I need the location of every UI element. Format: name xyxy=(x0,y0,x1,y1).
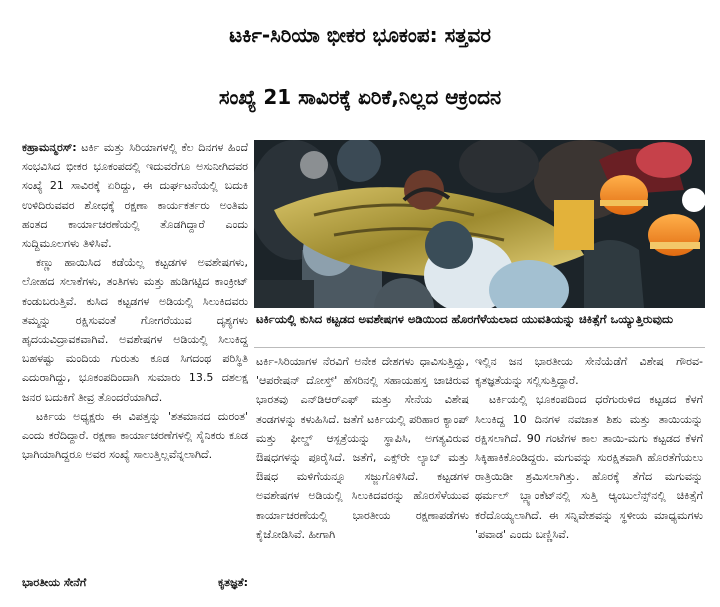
rescue-scene-illustration xyxy=(254,140,705,308)
headline-line-1: ಟರ್ಕಿ-ಸಿರಿಯಾ ಭೀಕರ ಭೂಕಂಪ: ಸತ್ತವರ xyxy=(229,23,491,47)
paragraph-1 xyxy=(22,138,248,253)
column-3-paragraph-2: ಟರ್ಕಿಯಲ್ಲಿ ಭೂಕಂಪದಿಂದ ಧರೆಗುರುಳಿದ ಕಟ್ಟಡದ ಕೆಳಗೆ ಸಿಲುಕಿದ್ದ 10 ದಿನಗಳ ನವಜಾತ ಶಿಶು ಮತ್ತು ತಾಯಿಯನ್ನು ರಕ್ಷಿಸಲಾಗಿದೆ. 90 ಗಂಟೆಗಳ ಕಾಲ ತಾಯಿ-ಮಗು ಕಟ್ಟಡದ ಕೆಳಗೆ ಸಿಕ್ಕಿಹಾಕಿಕೊಂಡಿದ್ದರು. ಮಗುವನ್ನು ಸುರಕ್ಷಿತವಾಗಿ ಹೊರತೆಗೆಯಲು ರಾತ್ರಿಯಿಡೀ ಶ್ರಮಿಸಲಾಗಿತ್ತು. ಹೊರಕ್ಕೆ ತೆಗೆದ ಮಗುವನ್ನು ಥರ್ಮಲ್ ಬ್ಲ್ಯಾಂಕೆಟ್‌ನಲ್ಲಿ ಸುತ್ತಿ ಆ್ಯಂಬುಲೆನ್ಸ್‌ನಲ್ಲಿ ಚಿಕಿತ್ಸೆಗೆ ಕರೆದೊಯ್ಯಲಾಗಿದೆ. ಈ ಸನ್ನಿವೇಶವನ್ನು ಸ್ಥಳೀಯ ಮಾಧ್ಯಮಗಳು 'ಪವಾಡ' ಎಂದು ಬಣ್ಣಿಸಿವೆ. xyxy=(475,393,703,541)
subheading-left: ಭಾರತೀಯ ಸೇನೆಗೆ xyxy=(22,575,87,589)
paragraph-2: ಕಣ್ಣು ಹಾಯಿಸಿದ ಕಡೆಯೆಲ್ಲ ಕಟ್ಟಡಗಳ ಅವಶೇಷಗಳು, ಲೋಹದ ಸಲಾಕೆಗಳು, ತಂತಿಗಳು ಮತ್ತು ಹುಡಿಗಟ್ಟಿದ ಕಾಂಕ್ರೀಟ್ ಕಂಡುಬರುತ್ತಿವೆ. ಕುಸಿದ ಕಟ್ಟಡಗಳ ಅಡಿಯಲ್ಲಿ ಸಿಲುಕಿದವರು ತಮ್ಮನ್ನು ರಕ್ಷಿಸುವಂತೆ ಗೋಗರೆಯುವ ದೃಶ್ಯಗಳು ಹೃದಯವಿದ್ರಾವಕವಾಗಿವೆ. ಅವಶೇಷಗಳ ಅಡಿಯಲ್ಲಿ ಸಿಲುಕಿದ್ದ ಬಹಳಷ್ಟು ಮಂದಿಯ ಗುರುತು ಕೂಡ ಸಿಗದಂಥ ಪರಿಸ್ಥಿತಿ ಎದುರಾಗಿದ್ದು, ಭೂಕಂಪದಿಂದಾಗಿ ಸುಮಾರು 13.5 ದಶಲಕ್ಷ ಜನರ ಬದುಕಿಗೆ ತೀವ್ರ ತೊಂದರೆಯಾಗಿದೆ. xyxy=(22,256,248,404)
column-3-paragraph-1: ಇಲ್ಲಿನ ಜನ ಭಾರತೀಯ ಸೇನೆಯೆಡೆಗೆ ವಿಶೇಷ ಗೌರವ-ಕೃತಜ್ಞತೆಯನ್ನು ಸಲ್ಲಿಸುತ್ತಿದ್ದಾರೆ. xyxy=(475,355,703,388)
paragraph-1-text: ಟರ್ಕಿ ಮತ್ತು ಸಿರಿಯಾಗಳಲ್ಲಿ ಕೆಲ ದಿನಗಳ ಹಿಂದೆ ಸಂಭವಿಸಿದ ಭೀಕರ ಭೂಕಂಪದಲ್ಲಿ ಇದುವರೆಗೂ ಅಸುನೀಗಿದವರ ಸಂಖ್ಯೆ 21 ಸಾವಿರಕ್ಕೆ ಏರಿದ್ದು, ಈ ದುರ್ಘಟನೆಯಲ್ಲಿ ಬದುಕಿ ಉಳಿದಿರುವವರ ಶೋಧಕ್ಕೆ ರಕ್ಷಣಾ ಕಾರ್ಯಕರ್ತರು ಅಂತಿಮ ಹಂತದ ಕಾರ್ಯಾಚರಣೆಯಲ್ಲಿ ತೊಡಗಿದ್ದಾರೆ ಎಂದು ಸುದ್ದಿಮೂಲಗಳು ತಿಳಿಸಿವೆ. xyxy=(22,141,248,251)
photo-caption: ಟರ್ಕಿಯಲ್ಲಿ ಕುಸಿದ ಕಟ್ಟಡದ ಅವಶೇಷಗಳ ಅಡಿಯಿಂದ ಹೊರಗೆಳೆಯಲಾದ ಯುವತಿಯನ್ನು ಚಿಕಿತ್ಸೆಗೆ ಒಯ್ಯುತ್ತಿರುವುದು xyxy=(256,312,674,326)
subheading-right: ಕೃತಜ್ಞತೆ: xyxy=(217,575,248,589)
article-column-2 xyxy=(256,352,469,592)
dateline: ಕಹ್ರಾಮನ್ಮರಸ್: xyxy=(22,141,77,154)
paragraph-3: ಟರ್ಕಿಯ ಅಧ್ಯಕ್ಷರು ಈ ವಿಪತ್ತನ್ನು 'ಶತಮಾನದ ದುರಂತ' ಎಂದು ಕರೆದಿದ್ದಾರೆ. ರಕ್ಷಣಾ ಕಾರ್ಯಾಚರಣೆಗಳಲ್ಲಿ ಸೈನಿಕರು ಕೂಡ ಭಾಗಿಯಾಗಿದ್ದರೂ ಅವರ ಸಂಖ್ಯೆ ಸಾಲುತ್ತಿಲ್ಲವೆನ್ನಲಾಗಿದೆ. xyxy=(22,409,248,462)
article-column-1 xyxy=(22,138,248,592)
headline-line-2: ಸಂಖ್ಯೆ 21 ಸಾವಿರಕ್ಕೆ ಏರಿಕೆ,ನಿಲ್ಲದ ಆಕ್ರಂದನ xyxy=(218,85,502,109)
news-photo xyxy=(254,140,705,308)
column-2-paragraph: ಟರ್ಕಿ-ಸಿರಿಯಾಗಳ ನೆರವಿಗೆ ಅನೇಕ ದೇಶಗಳು ಧಾವಿಸುತ್ತಿದ್ದು, 'ಆಪರೇಷನ್ ದೋಸ್ತ್' ಹೆಸರಿನಲ್ಲಿ ಸಹಾಯಹಸ್ತ ಚಾಚಿರುವ ಭಾರತವು ಎನ್‌ಡಿಆರ್‌ಎಫ್ ಮತ್ತು ಸೇನೆಯ ವಿಶೇಷ ತಂಡಗಳನ್ನು ಕಳುಹಿಸಿದೆ. ಜತೆಗೆ ಟರ್ಕಿಯಲ್ಲಿ ಪರಿಹಾರ ಕ್ಯಾಂಪ್ ಮತ್ತು ಫೀಲ್ಡ್ ಆಸ್ಪತ್ರೆಯನ್ನು ಸ್ಥಾಪಿಸಿ, ಅಗತ್ಯವಿರುವ ಔಷಧಗಳನ್ನು ಪೂರೈಸಿದೆ. ಜತೆಗೆ, ಎಕ್ಸ್‌ರೇ ಲ್ಯಾಬ್ ಮತ್ತು ಔಷಧ ಮಳಿಗೆಯನ್ನೂ ಸಜ್ಜುಗೊಳಿಸಿದೆ. ಕಟ್ಟಡಗಳ ಅವಶೇಷಗಳ ಅಡಿಯಲ್ಲಿ ಸಿಲುಕಿದವರನ್ನು ಹೊರಸೆಳೆಯುವ ಕಾರ್ಯಾಚರಣೆಯಲ್ಲಿ ಭಾರತೀಯ ರಕ್ಷಣಾಪಡೆಗಳು ಕೈಜೋಡಿಸಿವೆ. ಹೀಗಾಗಿ xyxy=(256,355,469,541)
article-column-3 xyxy=(475,352,703,592)
caption-divider xyxy=(254,347,705,348)
subheading-line xyxy=(22,573,248,592)
